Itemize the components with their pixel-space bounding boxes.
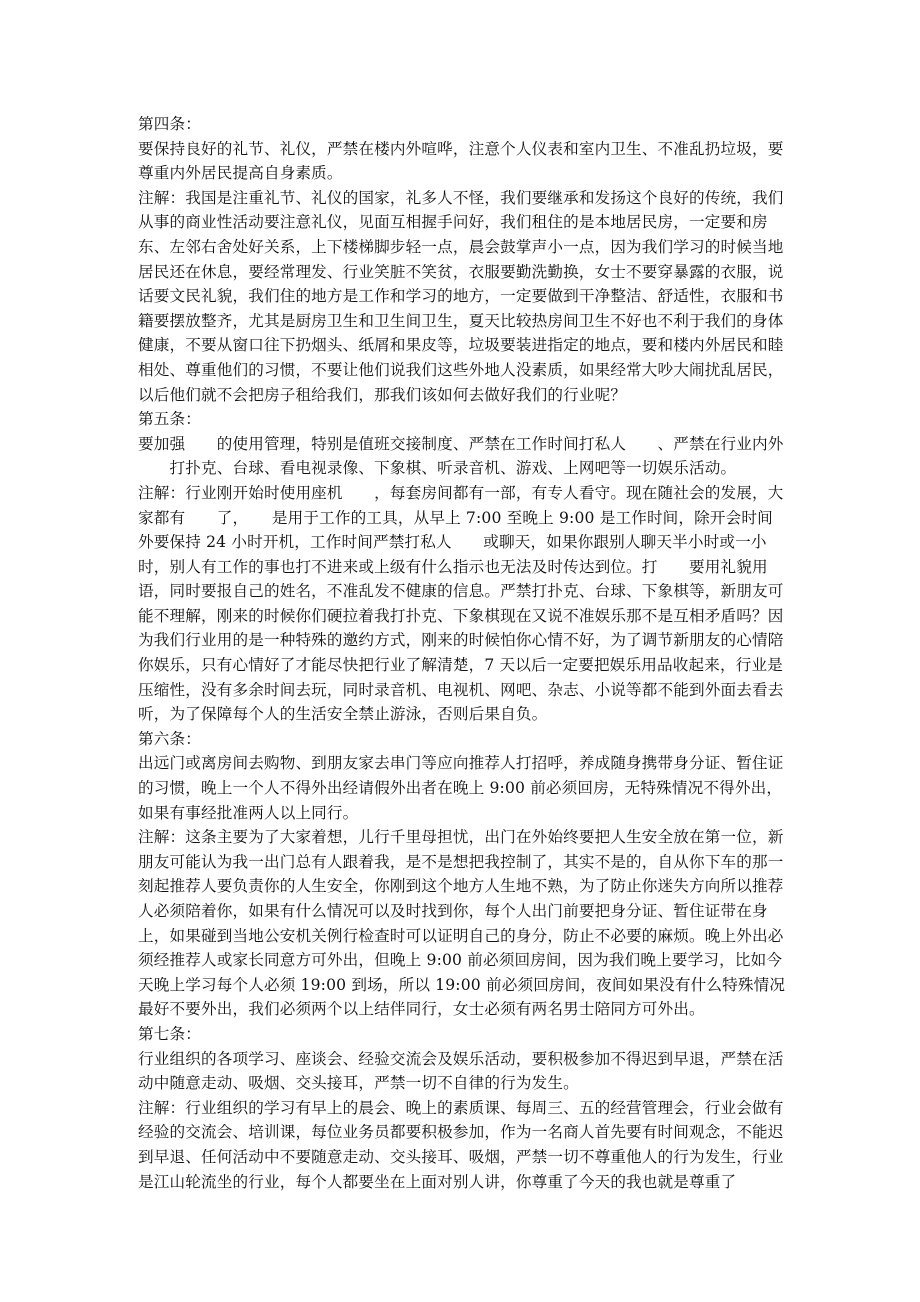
article-7-note: 注解：行业组织的学习有早上的晨会、晚上的素质课、每周三、五的经营管理会，行业会做有经验的交流会、培训课，每位业务员都要积极参加，作为一名商人首先要有时间观念，不能迟到早退、任何活动中不要随意走动、交头接耳、吸烟，严禁一切不尊重他人的行为发生，行业是江山轮流坐的行业，每个人都要坐在上面对别人讲，你尊重了今天的我也就是尊重了 xyxy=(138,1098,784,1191)
article-5-rule: 要加强 的使用管理，特别是值班交接制度、严禁在工作时间打私人 、严禁在行业内外 xyxy=(138,434,784,453)
article-4-rule: 要保持良好的礼节、礼仪，严禁在楼内外喧哗，注意个人仪表和室内卫生、不准乱扔垃圾，要尊重内外居民提高自身素质。 xyxy=(138,139,784,183)
article-7-heading: 第七条： xyxy=(138,1024,201,1043)
article-5-rule-continued: 打扑克、台球、看电视录像、下象棋、听录音机、游戏、上网吧等一切娱乐活动。 xyxy=(138,459,737,478)
document-page xyxy=(138,112,788,1194)
article-7-rule: 行业组织的各项学习、座谈会、经验交流会及娱乐活动，要积极参加不得迟到早退，严禁在活动中随意走动、吸烟、交头接耳，严禁一切不自律的行为发生。 xyxy=(138,1049,784,1093)
article-4-heading: 第四条： xyxy=(138,115,201,133)
article-6-rule: 出远门或离房间去购物、到朋友家去串门等应向推荐人打招呼，养成随身携带身分证、暂住证的习惯，晚上一个人不得外出经请假外出者在晚上 9:00 前必须回房，无特殊情况不得外出，如果有事经批准两人以上同行。 xyxy=(138,754,784,822)
article-6-note: 注解：这条主要为了大家着想，儿行千里母担忧，出门在外始终要把人生安全放在第一位，新朋友可能认为我一出门总有人跟着我，是不是想把我控制了，其实不是的，自从你下车的那一刻起推荐人要负责你的人生安全，你刚到这个地方人生地不熟，为了防止你迷失方向所以推荐人必须陪着你，如果有什么情况可以及时找到你，每个人出门前要把身分证、暂住证带在身上，如果碰到当地公安机关例行检查时可以证明自己的身分，防止不必要的麻烦。晚上外出必须经推荐人或家长同意方可外出，但晚上 9:00 前必须回房间，因为我们晚上要学习，比如今天晚上学习每个人必须 19:00 到场，所以 19:00 前必须回房间，夜间如果没有什么特殊情况最好不要外出，我们必须两个以上结伴同行，女士必须有两名男士陪同方可外出。 xyxy=(138,828,786,1019)
article-5-note: 注解：行业刚开始时使用座机 ，每套房间都有一部，有专人看守。现在随社会的发展，大家都有 了， 是用于工作的工具，从早上 7:00 至晚上 9:00 是工作时间，除开会时间外要保持 24 小时开机，工作时间严禁打私人 或聊天，如果你跟别人聊天半小时或一小时，别人有工作的事也打不进来或上级有什么指示也无法及时传达到位。打 要用礼貌用语，同时要报自己的姓名，不准乱发不健康的信息。严禁打扑克、台球、下象棋等，新朋友可能不理解，刚来的时候你们硬拉着我打扑克、下象棋现在又说不准娱乐那不是互相矛盾吗？因为我们行业用的是一种特殊的邀约方式，刚来的时候怕你心情不好，为了调节新朋友的心情陪你娱乐，只有心情好了才能尽快把行业了解清楚，7 天以后一定要把娱乐用品收起来，行业是压缩性，没有多余时间去玩，同时录音机、电视机、网吧、杂志、小说等都不能到外面去看去听，为了保障每个人的生活安全禁止游泳，否则后果自负。 xyxy=(138,483,784,724)
article-4-note: 注解：我国是注重礼节、礼仪的国家，礼多人不怪，我们要继承和发扬这个良好的传统，我们从事的商业性活动要注意礼仪，见面互相握手问好，我们租住的是本地居民房，一定要和房东、左邻右舍处好关系，上下楼梯脚步轻一点，晨会鼓掌声小一点，因为我们学习的时候当地居民还在休息，要经常理发、行业笑脏不笑贫，衣服要勤洗勤换，女士不要穿暴露的衣服，说话要文民礼貌，我们住的地方是工作和学习的地方，一定要做到干净整洁、舒适性，衣服和书籍要摆放整齐，尤其是厨房卫生和卫生间卫生，夏天比较热房间卫生不好也不利于我们的身体健康，不要从窗口往下扔烟头、纸屑和果皮等，垃圾要装进指定的地点，要和楼内外居民和睦相处、尊重他们的习惯，不要让他们说我们这些外地人没素质，如果经常大吵大闹扰乱居民，以后他们就不会把房子租给我们，那我们该如何去做好我们的行业呢？ xyxy=(138,188,784,404)
article-5-heading: 第五条： xyxy=(138,410,201,429)
article-6-heading: 第六条： xyxy=(138,729,201,748)
